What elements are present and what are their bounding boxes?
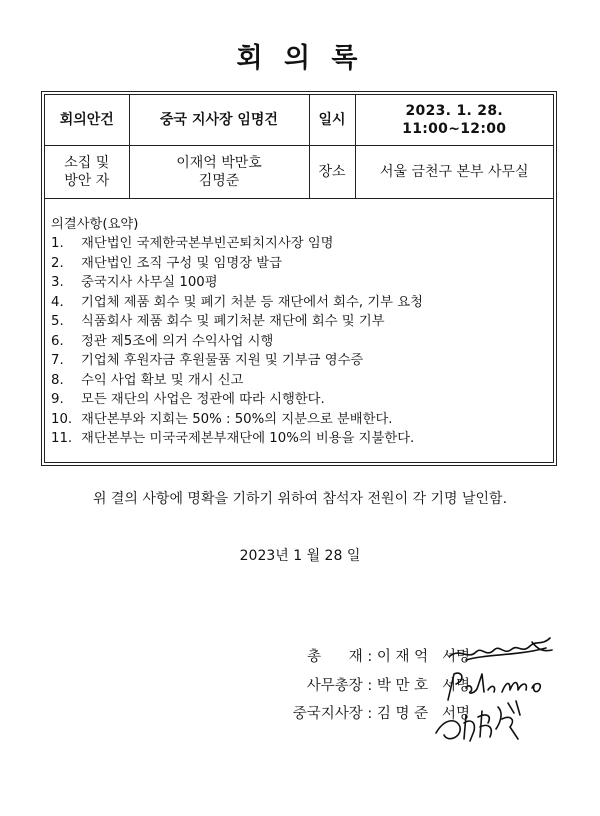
list-item [51, 273, 547, 293]
agenda-label: 회의안건 [45, 95, 129, 146]
signature-row-secretary-general [0, 674, 470, 695]
list-item [51, 351, 547, 371]
handwritten-signature-president [446, 632, 556, 668]
list-item [51, 312, 547, 332]
list-item [51, 410, 547, 430]
item-text: 재단법인 국제한국본부빈곤퇴치지사장 임명 [81, 236, 334, 251]
item-number: 4. [51, 294, 64, 310]
attestation-statement: 위 결의 사항에 명확을 기하기 위하여 참석자 전원이 각 기명 날인함. [92, 491, 508, 507]
signature-row-china-branch [0, 702, 470, 723]
agenda-value: 중국 지사장 임명건 [129, 95, 309, 146]
item-number: 6. [51, 333, 64, 349]
convener-names-line-1: 이재억 박만호 [176, 155, 262, 171]
decisions-heading: 의결사항(요약) [51, 217, 139, 232]
handwritten-signature-china-branch [430, 693, 530, 747]
item-text: 식품회사 제품 회수 및 폐기처분 재단에 회수 및 기부 [81, 314, 385, 329]
document-title: 회 의 록 [236, 43, 364, 74]
signature-line-china-branch: 중국지사장 : 김 명 준 서명 [292, 706, 470, 722]
meta-row-agenda [45, 95, 553, 146]
signature-line-president: 총 재 : 이 재 억 서명 [307, 649, 470, 665]
minutes-inner-frame [44, 94, 554, 463]
item-number: 1. [51, 236, 64, 251]
meta-row-convener [45, 146, 553, 199]
item-number: 10. [51, 411, 73, 427]
item-number: 2. [51, 255, 64, 271]
convener-names-line-2: 김명준 [198, 173, 240, 189]
place-value: 서울 금천구 본부 사무실 [355, 146, 553, 199]
list-item [51, 371, 547, 391]
decisions-list [51, 234, 547, 449]
list-item [51, 332, 547, 352]
place-label: 장소 [309, 146, 355, 199]
convener-names [129, 146, 309, 199]
signature-line-secretary-general: 사무총장 : 박 만 호 서명 [306, 678, 470, 694]
item-number: 5. [51, 314, 64, 329]
list-item [51, 234, 547, 254]
item-text: 수익 사업 확보 및 개시 신고 [81, 372, 244, 388]
convener-label-line-2: 방안 자 [64, 173, 110, 189]
list-item [51, 254, 547, 274]
convener-label [45, 146, 129, 199]
list-item [51, 429, 547, 449]
list-item [51, 293, 547, 313]
item-text: 모든 재단의 사업은 정관에 따라 시행한다. [81, 392, 325, 407]
item-text: 정관 제5조에 의거 수익사업 시행 [81, 333, 274, 349]
item-text: 재단본부는 미국국제본부재단에 10%의 비용을 지불한다. [81, 431, 415, 446]
item-text: 재단본부와 지회는 50% : 50%의 지분으로 분배한다. [81, 411, 393, 427]
item-text: 기업체 후원자금 후원물품 지원 및 기부금 영수증 [81, 353, 364, 368]
item-number: 11. [51, 431, 73, 446]
item-number: 3. [51, 275, 64, 290]
datetime-value: 2023. 1. 28. 11:00~12:00 [355, 95, 553, 146]
document-date: 2023년 1 월 28 일 [239, 548, 361, 564]
item-number: 9. [51, 392, 64, 407]
list-item [51, 390, 547, 410]
signature-row-president [0, 645, 470, 666]
meta-table [45, 95, 553, 199]
item-text: 재단법인 조직 구성 및 임명장 발급 [81, 255, 282, 271]
item-number: 7. [51, 353, 64, 368]
item-number: 8. [51, 372, 64, 388]
datetime-label: 일시 [309, 95, 355, 146]
item-text: 기업체 제품 회수 및 폐기 처분 등 재단에서 회수, 기부 요청 [81, 294, 423, 310]
item-text: 중국지사 사무실 100평 [81, 275, 218, 290]
decisions-section [51, 215, 547, 449]
convener-label-line-1: 소집 및 [64, 155, 110, 171]
minutes-frame [41, 91, 557, 466]
